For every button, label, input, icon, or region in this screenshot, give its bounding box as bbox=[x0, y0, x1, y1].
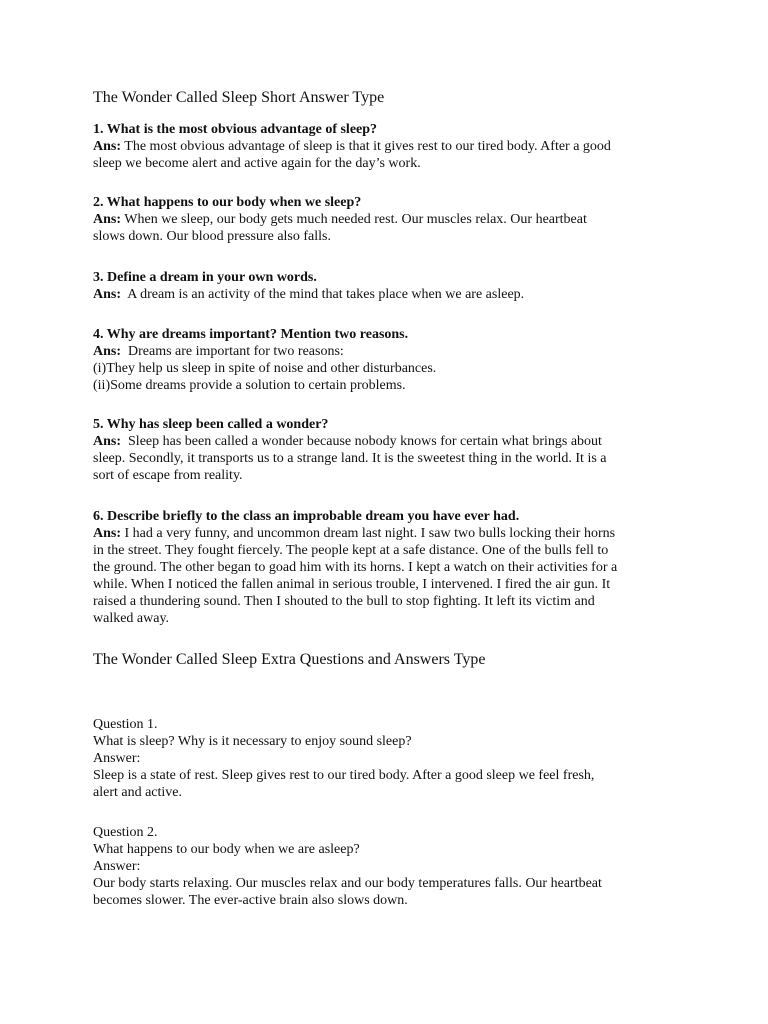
short-answer-item-2 bbox=[93, 194, 693, 245]
question-text: 5. Why has sleep been called a wonder? bbox=[93, 417, 329, 432]
answer-line: alert and active. bbox=[93, 785, 183, 800]
short-answer-item-6 bbox=[93, 508, 693, 627]
short-answer-item-4 bbox=[93, 326, 693, 394]
question-text: 6. Describe briefly to the class an improbable dream you have ever had. bbox=[93, 509, 520, 524]
answer-text: When we sleep, our body gets much needed rest. Our muscles relax. Our heartbeat bbox=[121, 212, 587, 227]
answer-line: while. When I noticed the fallen animal in serious trouble, I intervened. I fired the air gun. It bbox=[93, 577, 611, 592]
answer-line: in the street. They fought fiercely. The people kept at a safe distance. One of the bulls fell to bbox=[93, 543, 609, 558]
answer-line: sleep. Secondly, it transports us to a strange land. It is the sweetest thing in the world. It is a bbox=[93, 451, 607, 466]
question-label: Question 2. bbox=[93, 825, 158, 840]
answer-line: walked away. bbox=[93, 611, 170, 626]
question-text: 3. Define a dream in your own words. bbox=[93, 270, 317, 285]
answer-line bbox=[93, 525, 693, 542]
question-text: 2. What happens to our body when we sleep? bbox=[93, 195, 362, 210]
answer-line bbox=[93, 211, 693, 228]
answer-line: sort of escape from reality. bbox=[93, 468, 243, 483]
ans-label: Ans: bbox=[93, 344, 122, 359]
question-text: 4. Why are dreams important? Mention two reasons. bbox=[93, 327, 409, 342]
question-label: Question 1. bbox=[93, 717, 158, 732]
question-text: What happens to our body when we are asleep? bbox=[93, 842, 360, 857]
ans-label: Ans: bbox=[93, 526, 122, 541]
answer-label: Answer: bbox=[93, 859, 141, 874]
section-title-extra-questions: The Wonder Called Sleep Extra Questions and Answers Type bbox=[93, 651, 486, 668]
answer-line: the ground. The other began to goad him with its horns. I kept a watch on their activities for a bbox=[93, 560, 618, 575]
answer-line: (ii)Some dreams provide a solution to certain problems. bbox=[93, 378, 406, 393]
ans-label: Ans: bbox=[93, 287, 122, 302]
short-answer-item-5 bbox=[93, 416, 693, 484]
answer-text: I had a very funny, and uncommon dream last night. I saw two bulls locking their horns bbox=[121, 526, 616, 541]
extra-question-item-2 bbox=[93, 824, 693, 909]
short-answer-item-1 bbox=[93, 121, 693, 172]
ans-label: Ans: bbox=[93, 434, 122, 449]
ans-label: Ans: bbox=[93, 212, 122, 227]
answer-line: sleep we become alert and active again for the day’s work. bbox=[93, 156, 421, 171]
answer-line: slows down. Our blood pressure also falls. bbox=[93, 229, 331, 244]
answer-text: Sleep has been called a wonder because nobody knows for certain what brings about bbox=[121, 434, 602, 449]
extra-question-item-1 bbox=[93, 716, 693, 801]
answer-text: Dreams are important for two reasons: bbox=[121, 344, 344, 359]
question-text: What is sleep? Why is it necessary to enjoy sound sleep? bbox=[93, 734, 412, 749]
answer-text: The most obvious advantage of sleep is that it gives rest to our tired body. After a good bbox=[121, 139, 611, 154]
answer-line: raised a thundering sound. Then I shouted to the bull to stop fighting. It left its victim and bbox=[93, 594, 595, 609]
answer-line bbox=[93, 343, 693, 360]
answer-text: A dream is an activity of the mind that takes place when we are asleep. bbox=[121, 287, 525, 302]
ans-label: Ans: bbox=[93, 139, 122, 154]
answer-line bbox=[93, 286, 693, 303]
section-title-short-answer: The Wonder Called Sleep Short Answer Type bbox=[93, 89, 385, 106]
answer-line bbox=[93, 433, 693, 450]
answer-line: Sleep is a state of rest. Sleep gives rest to our tired body. After a good sleep we feel fresh, bbox=[93, 768, 595, 783]
question-text: 1. What is the most obvious advantage of sleep? bbox=[93, 122, 378, 137]
short-answer-item-3 bbox=[93, 269, 693, 303]
answer-line: (i)They help us sleep in spite of noise and other disturbances. bbox=[93, 361, 437, 376]
answer-line bbox=[93, 138, 693, 155]
answer-line: Our body starts relaxing. Our muscles relax and our body temperatures falls. Our heartbeat bbox=[93, 876, 602, 891]
answer-line: becomes slower. The ever-active brain also slows down. bbox=[93, 893, 408, 908]
answer-label: Answer: bbox=[93, 751, 141, 766]
